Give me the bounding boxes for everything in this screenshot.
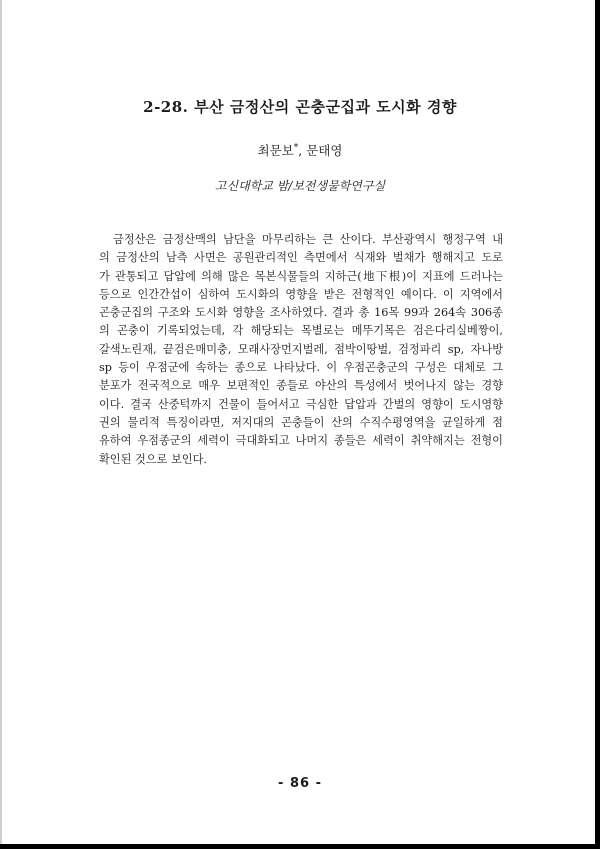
abstract-line: 곤충군집의 구조와 도시화 영향을 조사하였다. 결과 총 16목 99과 264속 306종 <box>99 306 503 320</box>
abstract-line: 유하여 우점종군의 세력이 극대화되고 나머지 종들은 세력이 취약해지는 전형이 <box>99 434 503 448</box>
page-number: - 86 - <box>278 776 322 791</box>
page-right-border <box>595 0 600 849</box>
abstract-line: 의 금정산의 남측 사면은 공원관리적인 측면에서 식재와 벌채가 행해지고 도로 <box>99 251 503 265</box>
corresponding-author-mark: * <box>293 143 299 153</box>
page-left-edge <box>0 0 2 849</box>
abstract-line: 의 곤충이 기록되었는데, 각 해당되는 목별로는 메뚜기목은 검은다리실베짱이, <box>99 324 503 338</box>
author-first: 최문보 <box>257 143 294 158</box>
abstract-line: 확인된 것으로 보인다. <box>99 452 207 466</box>
page-bottom-border <box>0 844 600 849</box>
author-rest: , 문태영 <box>298 143 343 158</box>
author-line <box>0 141 600 159</box>
abstract-line: 금정산은 금정산맥의 남단을 마무리하는 큰 산이다. 부산광역시 행정구역 내 <box>113 233 503 246</box>
abstract-line: 가 관통되고 답압에 의해 많은 목본식물들의 지하근(地下根)이 지표에 드러나는 <box>99 269 503 283</box>
affiliation: 고신대학교 밤/보전생물학연구실 <box>214 179 386 193</box>
abstract-line: sp 등이 우점군에 속하는 종으로 나타났다. 이 우점곤충군의 구성은 대체로 그 <box>99 361 503 375</box>
abstract-line: 권의 물리적 특징이라면, 저지대의 곤충들이 산의 수직수평영역을 균일하게 점 <box>99 415 503 429</box>
abstract-line: 이다. 결국 산중턱까지 건물이 들어서고 극심한 답압과 간벌의 영향이 도시영향 <box>99 397 503 411</box>
abstract-line: 분포가 전국적으로 매우 보편적인 종들로 야산의 특성에서 벗어나지 않는 경향 <box>99 379 503 393</box>
abstract-line: 갈색노린재, 끝검은매미충, 모래사장먼지벌레, 점박이땅벌, 검정파리 sp, 자나방 <box>99 342 503 356</box>
abstract-body <box>99 231 503 469</box>
paper-title: 2-28. 부산 금정산의 곤충군집과 도시화 경향 <box>143 98 457 116</box>
abstract-line: 등으로 인간간섭이 심하여 도시화의 영향을 받은 전형적인 예이다. 이 지역에서 <box>99 287 503 301</box>
